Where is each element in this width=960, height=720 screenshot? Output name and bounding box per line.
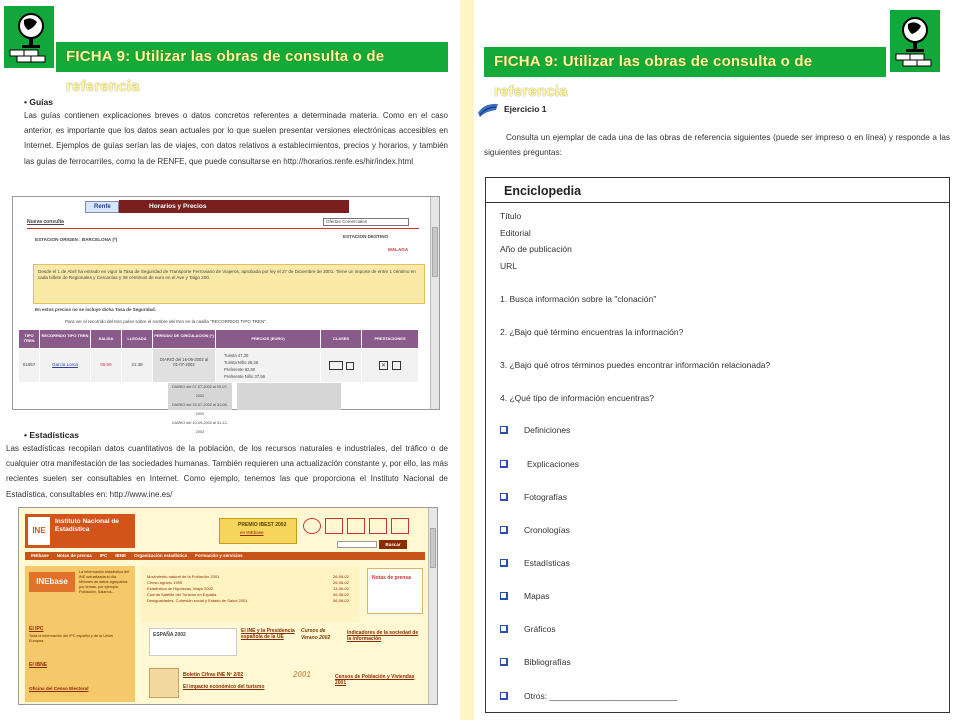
left-page bbox=[0, 0, 460, 720]
prices-cell bbox=[216, 349, 320, 382]
train-number: 01657 bbox=[19, 349, 39, 382]
class-box-icon bbox=[346, 362, 354, 370]
paragraph-estadisticas: Las estadísticas recopilan datos cuantitativos de la población, de los recursos naturales e industriales, del tráfico o de cualquier otra manifestación de las sociedades humanas. También requieren una actualización constante y, por ello, las más recientes suelen ser consultables en Internet. Como ejemplo, tenemos las que proporciona el Instituto Nacional de Estadística, consultables en: http://www.ine.es/ bbox=[6, 444, 448, 499]
col-salida: SALIDA bbox=[91, 330, 121, 348]
price-preferente: Preferente 62,60 bbox=[224, 367, 256, 372]
checkbox[interactable] bbox=[500, 526, 508, 534]
exercise-title: Ejercicio 1 bbox=[504, 104, 547, 114]
question-3: 3. ¿Bajo qué otros términos puedes encontrar información relacionada? bbox=[500, 360, 771, 370]
checkbox[interactable] bbox=[500, 658, 508, 666]
ine-screenshot bbox=[18, 507, 438, 705]
checkbox[interactable] bbox=[500, 426, 508, 434]
checkbox[interactable] bbox=[500, 625, 508, 633]
field-anio: Año de publicación bbox=[500, 244, 572, 254]
cursos-verano[interactable]: Cursos de Verano 2002 bbox=[301, 628, 331, 641]
section-title-guias: • Guías bbox=[24, 97, 53, 107]
ine-search-input[interactable] bbox=[337, 541, 377, 548]
class-p-icon bbox=[329, 361, 343, 370]
option-bibliografias[interactable]: Bibliografías bbox=[500, 657, 571, 667]
enciclopedia-title: Enciclopedia bbox=[486, 178, 949, 203]
checkbox[interactable] bbox=[500, 592, 508, 600]
inebase-logo[interactable]: INEbase bbox=[29, 572, 75, 592]
premio-badge: PREMIO IBEST 2002 en INEbase bbox=[219, 518, 297, 544]
price-turista-nino: Turista Niño 28,38 bbox=[224, 360, 259, 365]
extra-period: DIARIO del 10-09-2002 al 31-12-2002 bbox=[172, 421, 228, 434]
notas-prensa[interactable]: Notas de prensa bbox=[367, 568, 423, 614]
renfe-scrollbar[interactable] bbox=[430, 197, 439, 409]
option-explicaciones[interactable]: Explicaciones bbox=[500, 459, 579, 469]
route-hint: Para ver el recorrido del tren pulse sobre el nombre del tren en la casilla "RECORRIDO TIPO TREN". bbox=[65, 319, 268, 324]
help-icon[interactable] bbox=[369, 518, 387, 534]
tax-notice-2: En estos precios no se incluye dicha Tasa de Seguridad. bbox=[35, 307, 156, 312]
boletin-image bbox=[149, 668, 179, 698]
col-recorrido: RECORRIDO TIPO TREN bbox=[40, 330, 90, 348]
field-titulo: Título bbox=[500, 211, 522, 221]
question-2: 2. ¿Bajo qué término encuentras la información? bbox=[500, 327, 684, 337]
presidencia-link[interactable]: El INE y la Presidencia española de la UE bbox=[241, 628, 295, 640]
train-name-link[interactable]: Garcia Lorca bbox=[40, 349, 90, 382]
checkbox[interactable] bbox=[500, 460, 508, 468]
ine-scrollbar[interactable] bbox=[428, 508, 437, 704]
globe-logo-icon bbox=[4, 6, 54, 68]
page-header-left: FICHA 9: Utilizar las obras de consulta o de referencia bbox=[56, 42, 448, 72]
news-item[interactable]: Desigualdades. Cohesión social y Estado de Salud 2001 06-06-02 bbox=[147, 598, 349, 603]
menu-item[interactable]: Notas de prensa bbox=[56, 553, 92, 558]
field-url: URL bbox=[500, 261, 518, 271]
col-clases: CLASES bbox=[321, 330, 361, 348]
checkbox[interactable] bbox=[500, 493, 508, 501]
menu-item[interactable]: Organización estadística bbox=[134, 553, 188, 558]
service-icons bbox=[362, 349, 418, 382]
option-definiciones[interactable]: Definiciones bbox=[500, 425, 570, 435]
news-item[interactable]: Movimiento natural de la Población 2001 26-06-02 bbox=[147, 574, 349, 579]
paragraph-guias: Las guías contienen explicaciones breves o datos concretos referentes a determinada materia. Como en el caso anterior, es importante que los datos sean actuales por lo que suelen presentar versiones electrónicas accesibles en Internet. Ejemplos de guías serían las de viajes, con datos relativos a establecimientos, precios y horarios, y también las guías de ferrocarriles, como la de RENFE, que puede consultarse en http://horarios.renfe.es/hir/index.html bbox=[24, 111, 448, 166]
boletin-sub[interactable]: El impacto económico del turismo bbox=[183, 684, 265, 690]
enciclopedia-box bbox=[485, 177, 950, 713]
menu-item[interactable]: Formación y servicios bbox=[195, 553, 243, 558]
map-icon[interactable] bbox=[347, 518, 365, 534]
ine-search-button[interactable]: Buscar bbox=[379, 540, 407, 549]
col-prestaciones: PRESTACIONES bbox=[362, 330, 418, 348]
extra-period: DIARIO del 15-07-2002 al 31-08-2002 bbox=[172, 403, 228, 416]
checkbox[interactable] bbox=[500, 692, 508, 700]
renfe-tab-title: Horarios y Precios bbox=[119, 200, 349, 213]
question-1: 1. Busca información sobre la "clonación" bbox=[500, 294, 657, 304]
class-icons bbox=[321, 349, 361, 382]
menu-item[interactable]: IBNE bbox=[115, 553, 127, 558]
nueva-consulta-link[interactable]: Nueva consulta bbox=[27, 219, 64, 225]
departure-time: 09:09 bbox=[91, 349, 121, 382]
ine-name: Instituto Nacional de Estadística bbox=[55, 518, 119, 533]
checkbox[interactable] bbox=[500, 559, 508, 567]
dest-city: MALAGA bbox=[388, 247, 409, 252]
extra-periods bbox=[168, 383, 232, 434]
tax-notice: Desde el 1 de Abril ha entrado en vigor la Tasa de Seguridad de Transporte Ferroviario de Viajeros, aprobada por ley el 27 de Diciembre de 2001. Tiene un importe de entre 1 céntimo en cada billete de Regionales y Cercanías y 38 céntimos de euro en el Ave y Talgo 200. bbox=[33, 264, 425, 304]
col-periodo: PERIODO DE CIRCULACION (*) bbox=[153, 330, 215, 348]
ine-logo: INE bbox=[28, 517, 50, 545]
sleeper-icon bbox=[392, 361, 401, 370]
globe-logo-icon bbox=[890, 10, 940, 72]
news-item[interactable]: Estadística de Hipotecas. Mayo 2002 11-06-02 bbox=[147, 586, 349, 591]
menu-item[interactable]: IPC bbox=[99, 553, 108, 558]
trains-table-header bbox=[19, 330, 427, 348]
ine-left-column bbox=[25, 566, 135, 702]
home-icon[interactable] bbox=[303, 518, 321, 534]
indicadores-link[interactable]: Indicadores de la sociedad de la información bbox=[347, 630, 419, 642]
ine-news bbox=[141, 566, 359, 622]
question-4: 4. ¿Qué tipo de información encuentras? bbox=[500, 393, 655, 403]
censos-link[interactable]: Censos de Población y Viviendas 2001 bbox=[335, 674, 415, 686]
col-precios: PRECIOS (EURO) bbox=[216, 330, 320, 348]
english-icon[interactable] bbox=[391, 518, 409, 534]
menu-item[interactable]: INEbase bbox=[31, 553, 49, 558]
oficina-link[interactable]: Oficina del Censo Electoral bbox=[29, 686, 89, 691]
ine-logo-block bbox=[25, 514, 135, 548]
section-title-estadisticas: • Estadísticas bbox=[24, 430, 79, 440]
ipc-link[interactable]: El IPC bbox=[29, 626, 44, 632]
origin-label: ESTACION ORIGEN : BARCELONA (*) bbox=[35, 237, 118, 242]
ofertas-select[interactable]: Ofertas Comerciales bbox=[323, 218, 409, 226]
field-editorial: Editorial bbox=[500, 228, 531, 238]
option-otros[interactable]: Otros: ___________________________ bbox=[500, 691, 677, 701]
option-graficos[interactable]: Gráficos bbox=[500, 624, 556, 634]
renfe-brand: Renfe bbox=[85, 201, 119, 213]
table-row bbox=[19, 349, 427, 382]
page-gutter bbox=[460, 0, 474, 720]
option-estadisticas[interactable]: Estadísticas bbox=[500, 558, 570, 568]
boletin-link[interactable]: Boletín Cifras INE Nº 2/02 bbox=[183, 672, 244, 678]
ibne-link[interactable]: El IBNE bbox=[29, 662, 48, 668]
ine-top-icons bbox=[303, 518, 423, 536]
option-fotografias[interactable]: Fotografías bbox=[500, 492, 567, 502]
renfe-screenshot bbox=[12, 196, 440, 434]
extra-period: DIARIO del 07-07-2002 al 09-07-2002 bbox=[172, 385, 228, 398]
right-page bbox=[474, 0, 960, 720]
exercise-instructions: Consulta un ejemplar de cada una de las obras de referencia siguientes (puede ser impreso o en línea) y responde a las siguientes preguntas: bbox=[484, 133, 950, 158]
page-header-right: FICHA 9: Utilizar las obras de consulta o de referencia bbox=[484, 47, 886, 77]
mail-icon[interactable] bbox=[325, 518, 343, 534]
pencil-icon bbox=[476, 101, 500, 117]
restaurant-icon: ✕ bbox=[380, 363, 387, 369]
dest-label: ESTACION DESTINO bbox=[343, 234, 389, 239]
inebase-text: La información estadística del INE actualizada al día. Millones de datos agrupados por temas, por ejemplo, Población, Salarios... bbox=[79, 570, 130, 594]
option-mapas[interactable]: Mapas bbox=[500, 591, 550, 601]
price-preferente-nino: Preferente Niño 37,56 bbox=[224, 374, 265, 379]
period-cell: DIARIO del 16-06-2002 al 01-07-2002 bbox=[153, 349, 215, 382]
news-item[interactable]: Censo agrario 1999 26-06-02 bbox=[147, 580, 349, 585]
censos-logo: 2001 bbox=[293, 670, 311, 679]
ine-menu bbox=[25, 552, 425, 560]
col-tipo: TIPO TREN bbox=[19, 330, 39, 348]
col-llegada: LLEGADA bbox=[122, 330, 152, 348]
arrival-time: 21:35 bbox=[122, 349, 152, 382]
option-cronologias[interactable]: Cronologías bbox=[500, 525, 570, 535]
ipc-text: Toda la información del IPC español y de la Unión Europea. bbox=[29, 634, 114, 643]
espana-2002[interactable]: ESPAÑA 2002 bbox=[149, 628, 237, 656]
news-item[interactable]: Cuenta Satélite del Turismo en España 06-06-02 bbox=[147, 592, 349, 597]
price-turista: Turista 47,30 bbox=[224, 353, 249, 358]
